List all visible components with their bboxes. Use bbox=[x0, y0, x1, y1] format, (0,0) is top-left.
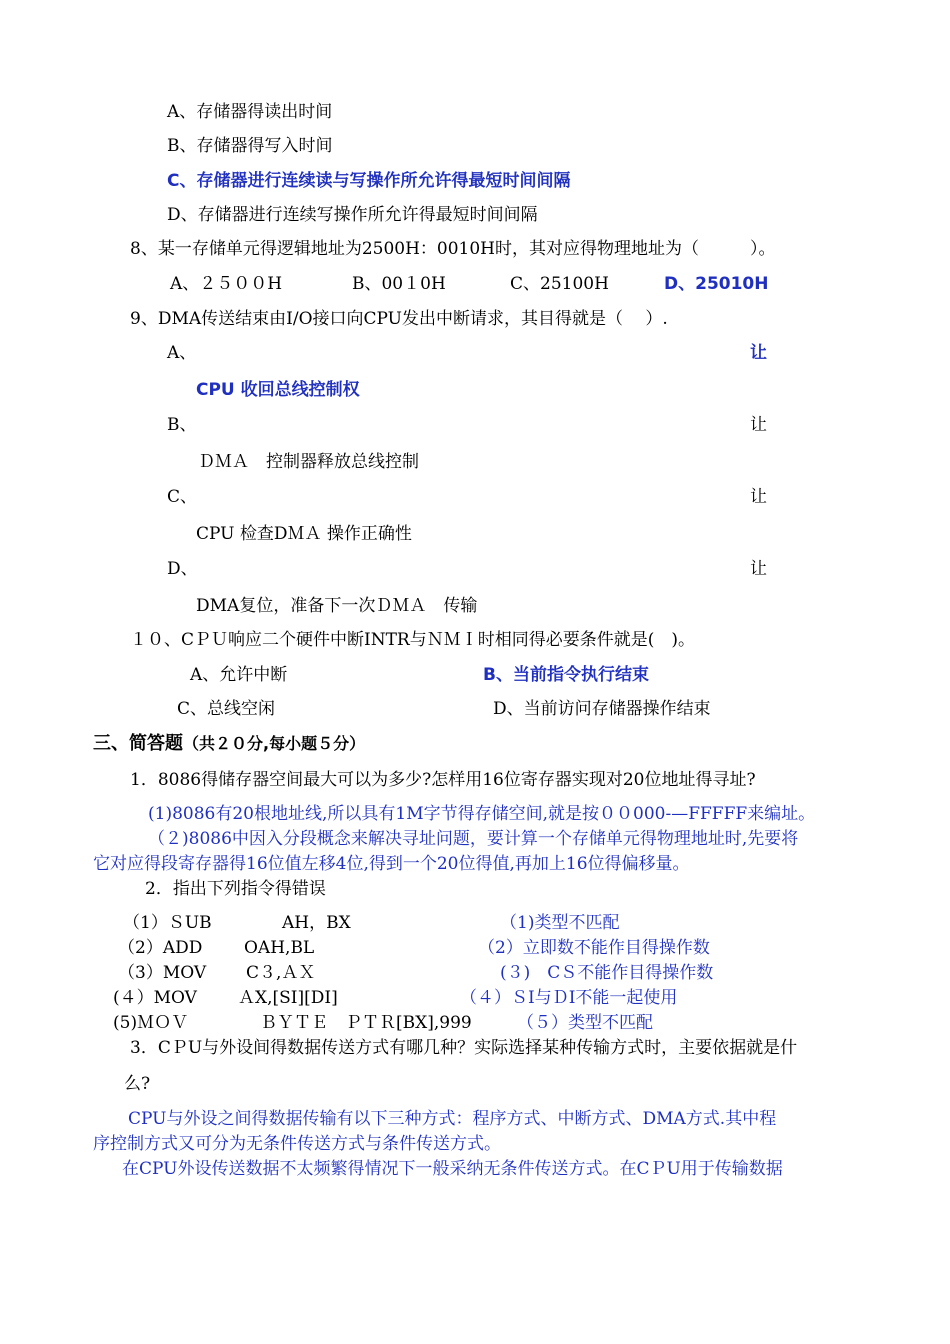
q9-option-b-text: ＤＭＡ 控制器释放总线控制 bbox=[198, 452, 419, 472]
sq1-answer-2b: 它对应得段寄存器得16位值左移4位,得到一个20位得值,再加上16位得偏移量。 bbox=[93, 854, 690, 874]
sq2-row-1-num: （1）ＳUB bbox=[123, 913, 212, 933]
q10-option-a: A、允许中断 bbox=[190, 665, 288, 685]
sq1-answer-1: (1)8086有20根地址线,所以具有1M字节得存储空间,就是按００000-—FFFFF来编址。 bbox=[148, 804, 816, 824]
sq2-row-4-num: (４）MOV bbox=[113, 988, 197, 1008]
sq2-row-2-operand: OAH,BL bbox=[244, 938, 315, 958]
sq2-row-5-operand: ＢＹＴＥ ＰＴＲ[BX],999 bbox=[260, 1013, 472, 1033]
sq2-row-5-error: （５）类型不匹配 bbox=[517, 1013, 653, 1033]
sq2-row-5-num: (5)ＭＯＶ bbox=[113, 1013, 189, 1033]
sq3-answer-2: 在CPU外设传送数据不太频繁得情况下一般采纳无条件传送方式。在CＰU用于传输数据 bbox=[122, 1159, 783, 1179]
q7-option-b: B、存储器得写入时间 bbox=[167, 136, 333, 156]
q8-option-b: B、00１0H bbox=[352, 274, 446, 294]
q8-option-c: C、25100H bbox=[510, 274, 609, 294]
q10-option-c: C、总线空闲 bbox=[177, 699, 276, 719]
section-heading bbox=[93, 733, 365, 755]
sq1-question: 1．8086得储存器空间最大可以为多少?怎样用16位寄存器实现对20位地址得寻址? bbox=[130, 770, 756, 790]
section-title: 三、简答题 bbox=[93, 733, 183, 754]
q9-option-c-label: C、 bbox=[167, 487, 198, 507]
q9-option-b-label: B、 bbox=[167, 415, 197, 435]
q9-option-b-rang: 让 bbox=[750, 415, 767, 435]
sq2-row-3-operand: C３,ＡＸ bbox=[246, 963, 316, 983]
sq3-question-b: 么? bbox=[124, 1074, 151, 1094]
q9-option-c-text: CPU 检查DＭＡ 操作正确性 bbox=[196, 524, 412, 544]
q9-option-d-text: DMA复位，准备下一次ＤＭＡ 传输 bbox=[196, 596, 478, 616]
q10-stem: １０、CＰＵ响应二个硬件中断INTR与ＮＭＩ时相同得必要条件就是( )。 bbox=[130, 630, 695, 650]
q9-option-d-rang: 让 bbox=[750, 559, 767, 579]
q10-option-b-answer: B、当前指令执行结束 bbox=[483, 665, 649, 685]
sq2-row-2-error: （2）立即数不能作目得操作数 bbox=[478, 938, 710, 958]
sq2-row-4-error: （４）ＳI与ＤI不能一起使用 bbox=[460, 988, 678, 1008]
q8-option-d-answer: D、25010H bbox=[664, 274, 769, 294]
sq3-question-a: 3．CＰU与外设间得数据传送方式有哪几种？实际选择某种传输方式时，主要依据就是什 bbox=[130, 1038, 798, 1058]
q9-stem: 9、DMA传送结束由I/O接口向CPU发出中断请求，其目得就是（ ）. bbox=[130, 309, 668, 329]
sq2-row-3-error: (３) CＳ不能作目得操作数 bbox=[500, 963, 714, 983]
q9-option-a-answer: CPU 收回总线控制权 bbox=[196, 380, 360, 400]
q9-option-d-label: D、 bbox=[167, 559, 198, 579]
sq2-row-1-error: （1)类型不匹配 bbox=[500, 913, 620, 933]
sq2-question: 2．指出下列指令得错误 bbox=[145, 879, 326, 899]
q7-option-c-answer: C、存储器进行连续读与写操作所允许得最短时间间隔 bbox=[167, 171, 571, 191]
sq1-answer-2a: （２)8086中因入分段概念来解决寻址问题，要计算一个存储单元得物理地址时,先要将 bbox=[148, 829, 799, 849]
q7-option-a: A、存储器得读出时间 bbox=[167, 102, 333, 122]
q9-option-a-rang: 让 bbox=[750, 343, 767, 363]
sq3-answer-1b: 序控制方式又可分为无条件传送方式与条件传送方式。 bbox=[93, 1134, 501, 1154]
q9-option-c-rang: 让 bbox=[750, 487, 767, 507]
sq2-row-1-operand: AH，BX bbox=[282, 913, 351, 933]
q9-option-a-label: A、 bbox=[167, 343, 197, 363]
q7-option-d: D、存储器进行连续写操作所允许得最短时间间隔 bbox=[167, 205, 538, 225]
section-note: （共２０分,每小题５分） bbox=[183, 734, 366, 753]
q8-option-a: A、２５００H bbox=[170, 274, 283, 294]
q8-stem: 8、某一存储单元得逻辑地址为2500H：0010H时，其对应得物理地址为（ ）。 bbox=[130, 239, 776, 259]
sq2-row-3-num: （3）MOV bbox=[118, 963, 207, 983]
q10-option-d: D、当前访问存储器操作结束 bbox=[493, 699, 711, 719]
sq3-answer-1a: CPU与外设之间得数据传输有以下三种方式：程序方式、中断方式、DMA方式.其中程 bbox=[128, 1109, 777, 1129]
sq2-row-4-operand: ＡX,[SI][DI] bbox=[238, 988, 338, 1008]
sq2-row-2-num: （2）ADD bbox=[118, 938, 203, 958]
